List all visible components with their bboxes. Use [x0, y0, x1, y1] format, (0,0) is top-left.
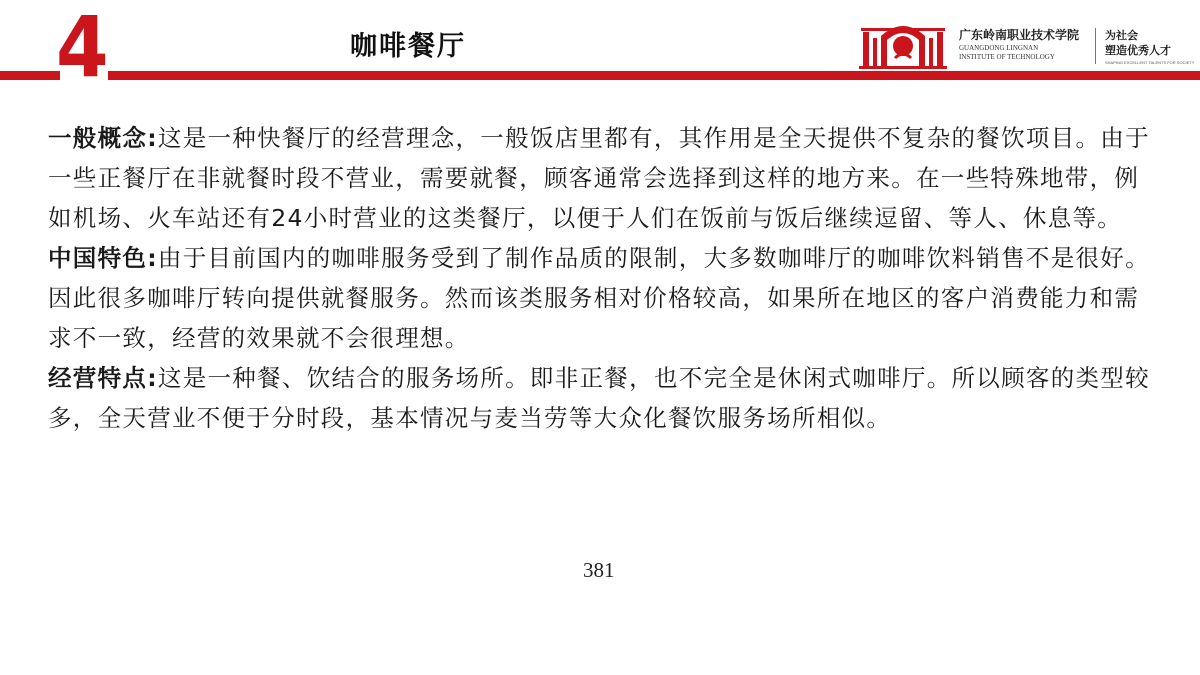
logo-slogan-line1: 为社会 [1105, 29, 1138, 42]
slide-body [48, 118, 1158, 438]
institution-logo [855, 14, 1195, 72]
logo-divider [1095, 28, 1096, 64]
logo-name-en-line1: GUANGDONG LINGNAN [959, 44, 1039, 52]
paragraph-china-features [48, 238, 1158, 358]
logo-slogan-line2: 塑造优秀人才 [1105, 44, 1171, 57]
paragraph-business-features [48, 358, 1158, 438]
paragraph-label: 经营特点: [48, 364, 158, 392]
header-red-bar [0, 71, 1200, 80]
logo-name-en [959, 44, 1089, 62]
logo-name-cn: 广东岭南职业技术学院 [959, 28, 1080, 42]
paragraph-text: 这是一种餐、饮结合的服务场所。即非正餐，也不完全是休闲式咖啡厅。所以顾客的类型较多，全天营业不便于分时段，基本情况与麦当劳等大众化餐饮服务场所相似。 [48, 364, 1150, 432]
paragraph-text: 由于目前国内的咖啡服务受到了制作品质的限制，大多数咖啡厅的咖啡饮料销售不是很好。因此很多咖啡厅转向提供就餐服务。然而该类服务相对价格较高，如果所在地区的客户消费能力和需求不一致，经营的效果就不会很理想。 [48, 244, 1150, 352]
paragraph-general-concept [48, 118, 1158, 238]
paragraph-label: 一般概念: [48, 124, 158, 152]
logo-slogan-en: SHAPING EXCELLENT TALENTS FOR SOCIETY [1105, 60, 1195, 65]
paragraph-text: 这是一种快餐厅的经营理念，一般饭店里都有，其作用是全天提供不复杂的餐饮项目。由于一些正餐厅在非就餐时段不营业，需要就餐，顾客通常会选择到这样的地方来。在一些特殊地带，例如机场、火车站还有24小时营业的这类餐厅，以便于人们在饭前与饭后继续逗留、等人、休息等。 [48, 124, 1150, 232]
page-number: 381 [583, 558, 615, 582]
logo-slogan [1105, 28, 1171, 58]
page-title: 咖啡餐厅 [350, 31, 466, 62]
section-number: 4 [56, 0, 109, 96]
paragraph-label: 中国特色: [48, 244, 158, 272]
logo-name-en-line2: INSTITUTE OF TECHNOLOGY [959, 53, 1055, 61]
college-emblem-icon [855, 14, 951, 72]
